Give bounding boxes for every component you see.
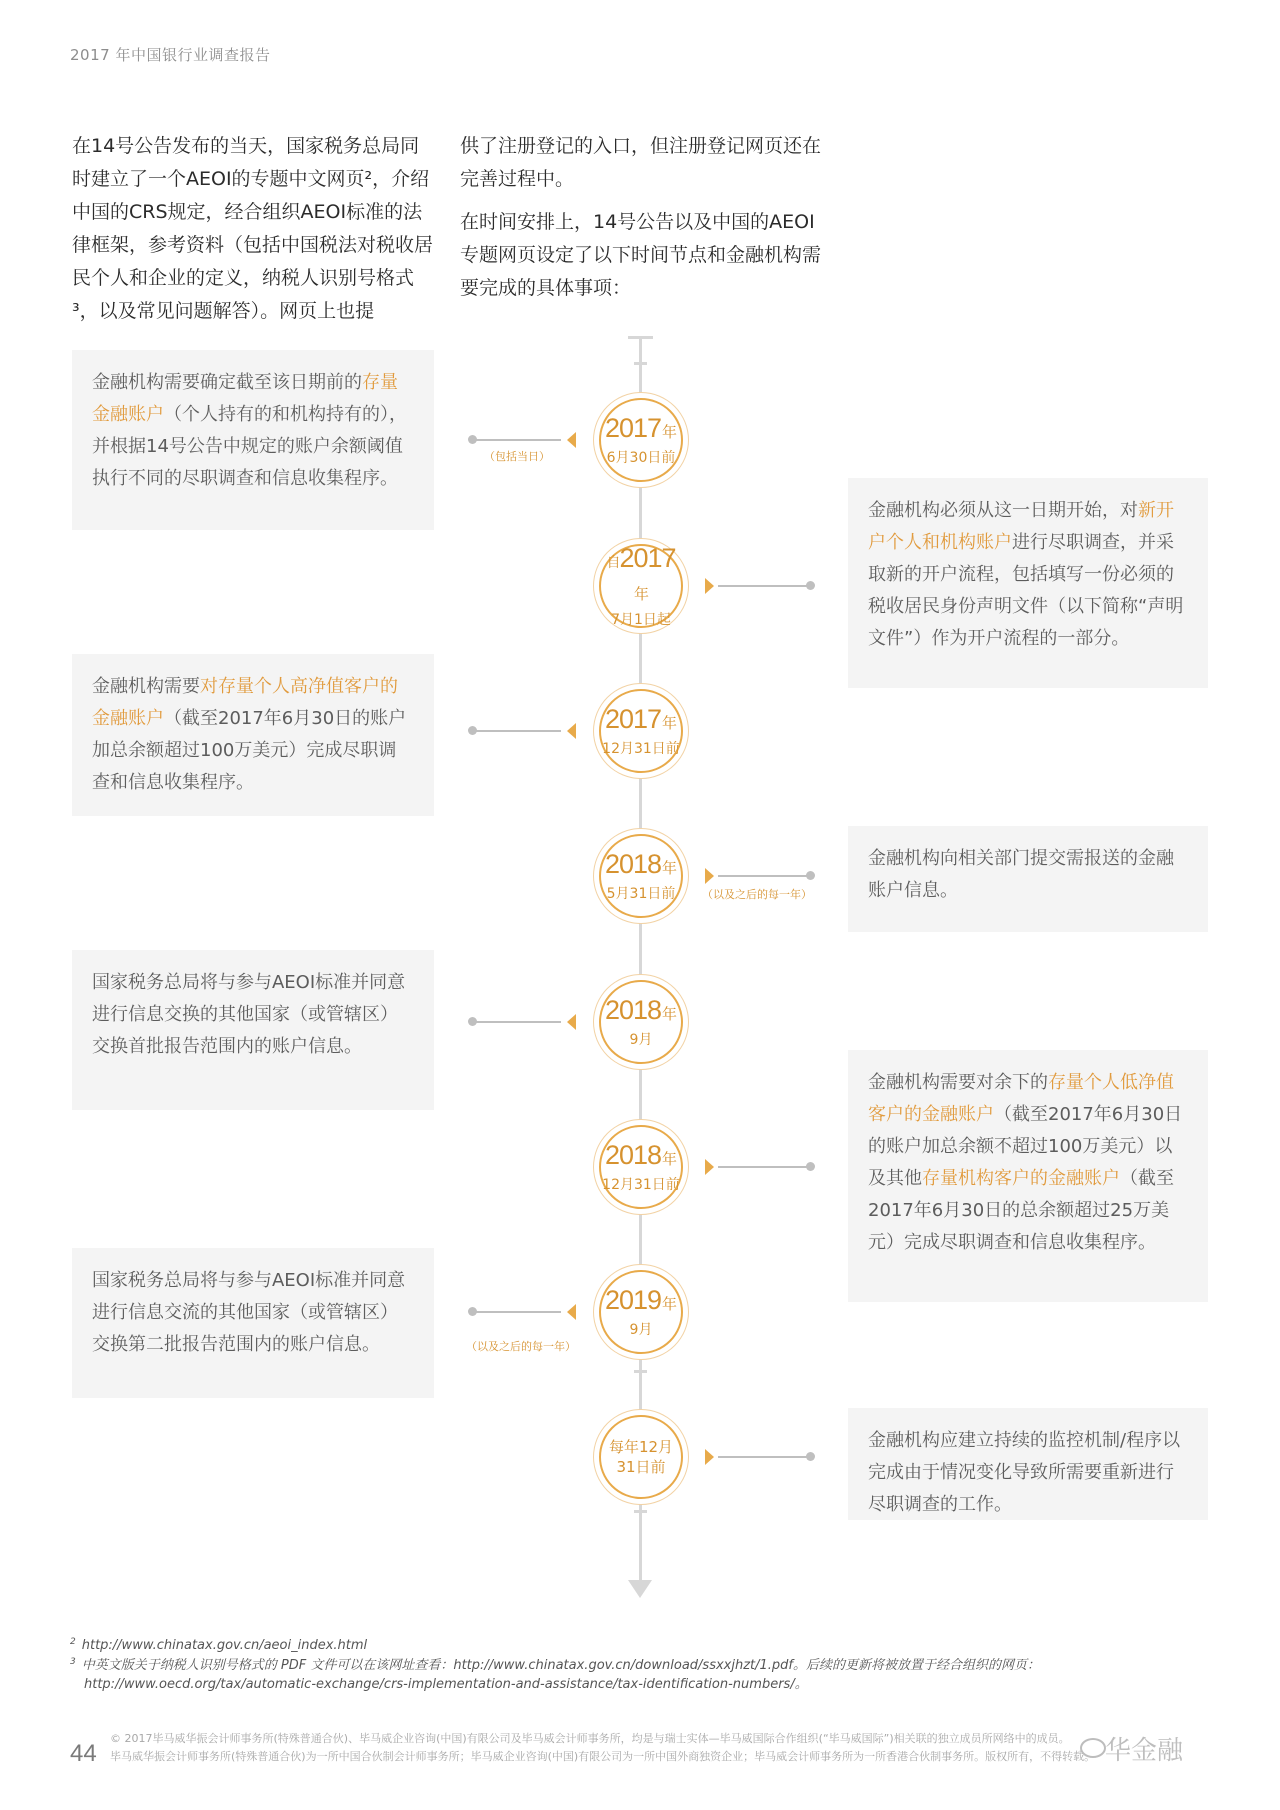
node-note: （包括当日） [484,450,550,463]
axis-tick [634,362,647,365]
timeline-node: 2018年 5月31日前 [599,834,683,918]
report-header: 2017 年中国银行业调查报告 [70,46,271,64]
connector-line [473,1311,561,1313]
pointer-right-icon [705,1159,714,1175]
watermark: 华金融 [1105,1736,1184,1766]
connector-dot [806,581,815,590]
timeline-axis [639,336,642,1586]
timeline-node: 每年12月 31日前 [599,1415,683,1499]
pointer-right-icon [705,868,714,884]
intro-right-p1: 供了注册登记的入口，但注册登记网页还在完善过程中。 [460,135,822,190]
timeline-node: 2019年 9月 [599,1270,683,1354]
connector-line [473,439,561,441]
pointer-right-icon [705,578,714,594]
connector-line [473,1021,561,1023]
pointer-left-icon [567,1014,576,1030]
pointer-left-icon [567,1304,576,1320]
timeline-node: 2018年 9月 [599,980,683,1064]
intro-left-column: 在14号公告发布的当天，国家税务总局同时建立了一个AEOI的专题中文网页²，介绍中国的CRS规定，经合组织AEOI标准的法律框架，参考资料（包括中国税法对税收居民个人和企业的定义，纳税人识别号格式³，以及常见问题解答）。网页上也提 [72,135,434,322]
footnote-3: $^3$ 中英文版关于纳税人识别号格式的 PDF 文件可以在该网址查看：http://www.chinatax.gov.cn/download/ssxxjhzt/1.pdf。后续的更新将被放置于经合组织的网页： http://www.oecd.org/tax/automatic-exchange/crs-implementation-and-assistance/tax-identification-numbers/。 [70,1656,1040,1692]
pointer-right-icon [705,1449,714,1465]
connector-line [473,730,561,732]
node-note: （以及之后的每一年） [466,1340,576,1353]
milestone-box: 金融机构必须从这一日期开始，对新开户个人和机构账户进行尽职调查，并采取新的开户流程，包括填写一份必须的税收居民身份声明文件（以下简称“声明文件”）作为开户流程的一部分。 [848,478,1208,688]
axis-tick [634,1510,647,1513]
connector-dot [468,435,477,444]
timeline-node: 2018年 12月31日前 [599,1125,683,1209]
milestone-box: 金融机构向相关部门提交需报送的金融账户信息。 [848,826,1208,932]
milestone-box: 金融机构需要对存量个人高净值客户的金融账户（截至2017年6月30日的账户加总余额超过100万美元）完成尽职调查和信息收集程序。 [72,654,434,816]
connector-dot [468,1017,477,1026]
intro-right-p2: 在时间安排上，14号公告以及中国的AEOI专题网页设定了以下时间节点和金融机构需要完成的具体事项： [460,211,822,299]
milestone-box: 金融机构应建立持续的监控机制/程序以完成由于情况变化导致所需要重新进行尽职调查的工作。 [848,1408,1208,1520]
connector-line [718,585,808,587]
milestone-box: 国家税务总局将与参与AEOI标准并同意进行信息交换的其他国家（或管辖区）交换首批报告范围内的账户信息。 [72,950,434,1110]
connector-dot [806,1452,815,1461]
node-note: （以及之后的每一年） [702,888,812,901]
connector-line [718,1456,808,1458]
timeline-node: 2017年 6月30日前 [599,398,683,482]
pointer-left-icon [567,723,576,739]
wechat-icon [1080,1738,1106,1758]
axis-tick [634,1370,647,1373]
milestone-box: 金融机构需要对余下的存量个人低净值客户的金融账户（截至2017年6月30日的账户加总余额不超过100万美元）以及其他存量机构客户的金融账户（截至2017年6月30日的总余额超过25万美元）完成尽职调查和信息收集程序。 [848,1050,1208,1302]
timeline-node: 自2017年 7月1日起 [599,544,683,628]
milestone-box: 金融机构需要确定截至该日期前的存量金融账户（个人持有的和机构持有的），并根据14号公告中规定的账户余额阈值执行不同的尽职调查和信息收集程序。 [72,350,434,530]
timeline-node: 2017年 12月31日前 [599,689,683,773]
milestone-box: 国家税务总局将与参与AEOI标准并同意进行信息交流的其他国家（或管辖区）交换第二批报告范围内的账户信息。 [72,1248,434,1398]
connector-dot [468,726,477,735]
pointer-left-icon [567,432,576,448]
page-number: 44 [70,1740,97,1767]
copyright-text: © 2017毕马威华振会计师事务所(特殊普通合伙)、毕马威企业咨询(中国)有限公司及毕马威会计师事务所，均是与瑞士实体—毕马威国际合作组织(“毕马威国际”)相关联的独立成员所网络中的成员。 毕马威华振会计师事务所(特殊普通合伙)为一所中国合伙制会计师事务所；毕马威企业咨询(中国)有限公司为一所中国外商独资企业；毕马威会计师事务所为一所香港合伙制事务所。版权所有，不得转载。 [110,1732,1096,1763]
footnote-2: $^2$ http://www.chinatax.gov.cn/aeoi_index.html [70,1636,368,1653]
connector-line [718,875,808,877]
timeline-arrow-icon [628,1580,652,1598]
connector-dot [806,871,815,880]
connector-dot [468,1307,477,1316]
connector-dot [806,1162,815,1171]
intro-right-column [460,130,825,305]
connector-line [718,1166,808,1168]
